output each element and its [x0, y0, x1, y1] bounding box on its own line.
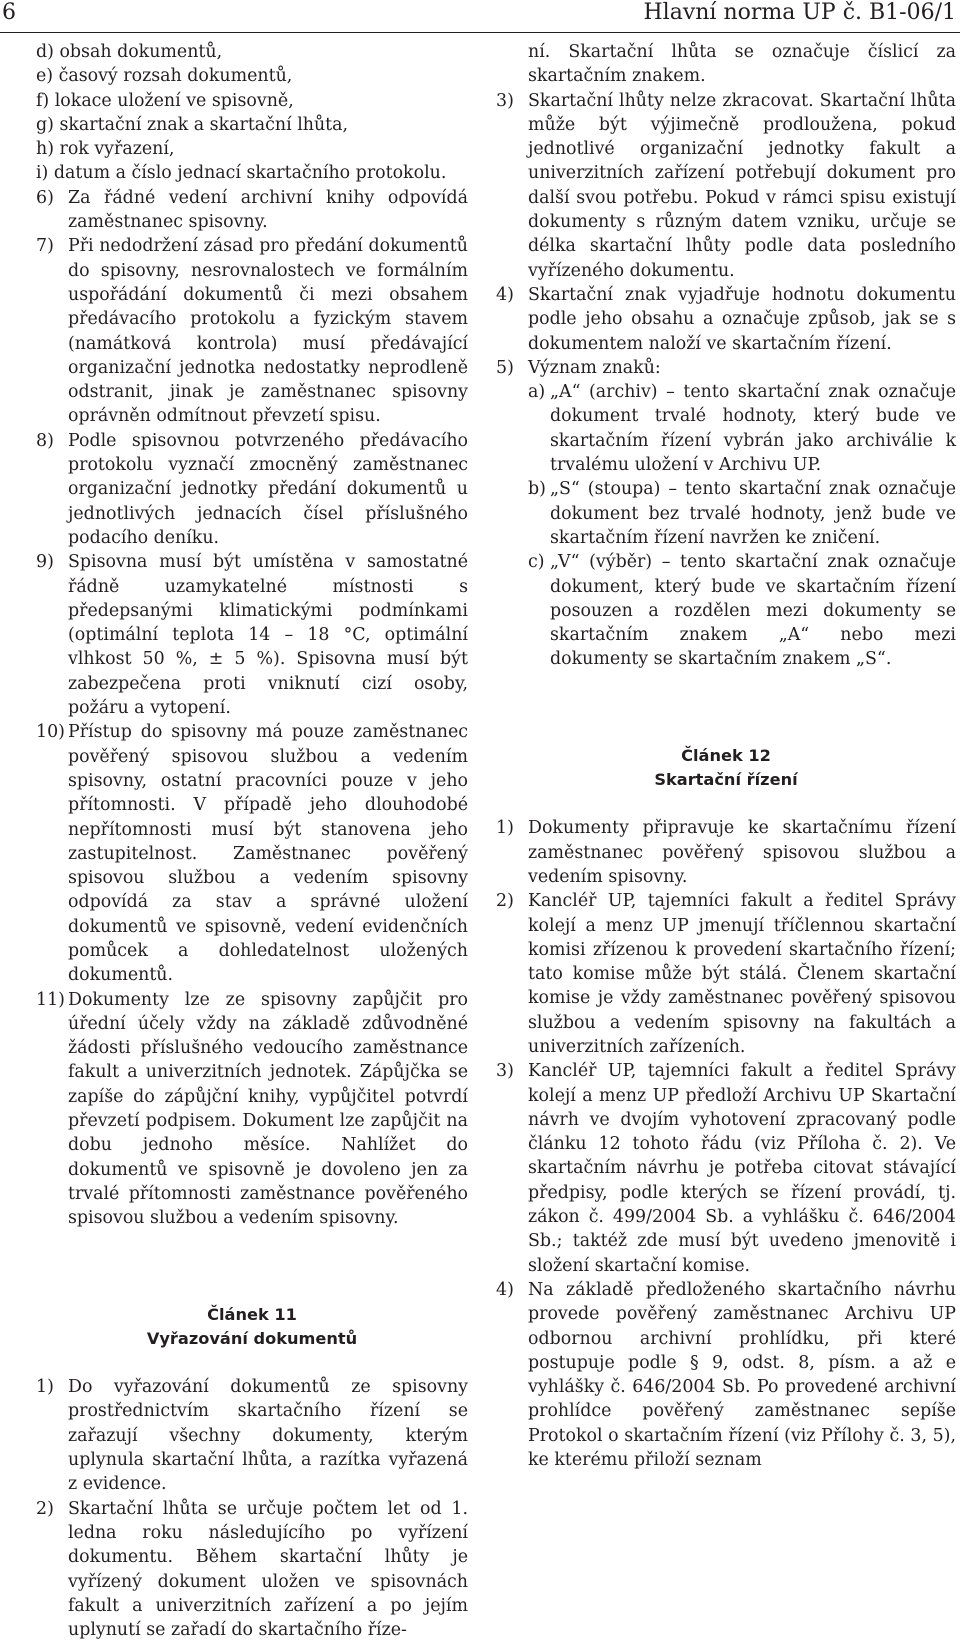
numbered-item [496, 816, 956, 889]
item-text: Spisovna musí být umístěna v samostatné řádně uzamykatelné místnosti s předepsanými klimatickými podmínkami (optimální teplota 14 – 18 °C, optimální vlhkost 50 %, ± 5 %). Spisovna musí být zabezpečena proti vniknutí cizí osoby, požáru a vytopení. [68, 552, 468, 719]
item-number: 6) [36, 187, 54, 208]
item-number: 3) [496, 1061, 514, 1082]
item-number: 1) [36, 1377, 54, 1398]
item-text: Kancléř UP, tajemníci fakult a ředitel Správy kolejí a menz UP předloží Archivu UP Skartační návrh ve dvojím vyhotovení zpracovaný podle článku 12 tohoto řádu (viz Příloha č. 2). Ve skartačním návrhu je potřeba citovat stávající předpisy, podle kterých se řízení provádí, tj. zákon č. 499/2004 Sb. a vyhlášku č. 646/2004 Sb.; taktéž zde musí být uvedeno jmenovitě i složení skartační komise. [528, 1061, 956, 1276]
list-item: e) časový rozsah dokumentů, [36, 66, 293, 87]
sub-item [496, 477, 956, 550]
sub-item-text: „S“ (stoupa) – tento skartační znak označuje dokument bez trvalé hodnoty, jenž bude ve skartačním řízení navržen ke zničení. [550, 479, 956, 548]
item-text: Do vyřazování dokumentů ze spisovny prostřednictvím skartačního řízení se zařazují všechny dokumenty, kterým uplynula skartační lhůta, a razítka vyřazená z evidence. [68, 1377, 468, 1495]
numbered-item [496, 356, 956, 380]
list-item: h) rok vyřazení, [36, 139, 175, 160]
numbered-item [36, 186, 468, 235]
sub-item-text: „V“ (výběr) – tento skartační znak označuje dokument, který bude ve skartačním řízení posouzen a rozdělen mezi dokumenty se skartačním znakem „A“ nebo mezi dokumenty se skartačním znakem „S“. [550, 552, 956, 670]
page-header [0, 0, 960, 33]
left-column [36, 40, 468, 1642]
item-text: Podle spisovnou potvrzeného předávacího protokolu vyznačí zmocněný zaměstnanec organizační jednotky předání dokumentů u jednotlivých jednacích čísel příslušného podacího deníku. [68, 430, 468, 548]
list-item: i) datum a číslo jednací skartačního protokolu. [36, 163, 447, 184]
article-12-title: Skartační řízení [654, 770, 798, 790]
page-number: 6 [2, 0, 16, 25]
item-number: 3) [496, 90, 514, 111]
item-text: Dokumenty připravuje ke skartačnímu řízení zaměstnanec pověřený spisovou službou a vedením spisovny. [528, 818, 956, 887]
list-item: g) skartační znak a skartační lhůta, [36, 114, 349, 135]
item-number: 7) [36, 236, 54, 257]
right-column [496, 40, 956, 1472]
item-text: Skartační lhůta se určuje počtem let od 1. ledna roku následujícího po vyřízení dokumentu. Během skartační lhůty je vyřízený dokument uložen ve spisovnách fakult a univerzitních zařízení a po jejím uplynutí se zařadí do skartačního říze- [68, 1498, 468, 1641]
item-text: Přístup do spisovny má pouze zaměstnanec pověřený spisovou službou a vedením spisovny, ostatní pracovníci pouze v jeho přítomnosti. V případě jeho dlouhodobé nepřítomnosti musí být stanovena jeho zastupitelnost. Zaměstnanec pověřený spisovou službou a vedením spisovny odpovídá za stav a správné uložení dokumentů ve spisovně, vedení evidenčních pomůcek a dohledatelnost uložených dokumentů. [68, 722, 468, 986]
running-title: Hlavní norma UP č. B1-06/1 [643, 0, 956, 25]
numbered-item [496, 1059, 956, 1278]
numbered-item [496, 1278, 956, 1472]
numbered-item [496, 89, 956, 283]
article-12-heading: Článek 12 [681, 745, 771, 765]
item-text: Za řádné vedení archivní knihy odpovídá zaměstnanec spisovny. [68, 187, 468, 233]
item-text: Kancléř UP, tajemníci fakult a ředitel Správy kolejí a menz UP jmenují tříčlennou skartační komisi zřízenou k provedení skartačního řízení; tato komise může být stálá. Členem skartační komise je vždy zaměstnanec pověřený spisovou službou a vedením spisovny na fakultách a univerzitních zařízeních. [528, 891, 956, 1057]
sub-item [496, 380, 956, 477]
numbered-item [496, 283, 956, 356]
numbered-item [36, 720, 468, 987]
item-text: Skartační lhůty nelze zkracovat. Skartační lhůta může být výjimečně prodloužena, pokud jednotlivé organizační jednotky fakult a univerzitních zařízení potřebují dokument pro další svou potřebu. Pokud v rámci spisu existují dokumenty s různým datem vzniku, určuje se délka skartační lhůty podle data posledního vyřízeného dokumentu. [528, 90, 956, 281]
continuation-text: ní. Skartační lhůta se označuje číslicí za skartačním znakem. [528, 42, 956, 87]
item-text: Skartační znak vyjadřuje hodnotu dokumentu podle jeho obsahu a označuje způsob, jak se s dokumentem naloží ve skartačním řízení. [528, 284, 956, 354]
item-number: 4) [496, 1279, 514, 1300]
item-text: Význam znaků: [528, 357, 661, 378]
item-number: 11) [36, 989, 65, 1010]
numbered-item [36, 1375, 468, 1496]
numbered-item [36, 1497, 468, 1642]
numbered-item [496, 889, 956, 1059]
item-text: Dokumenty lze ze spisovny zapůjčit pro úřední účely vždy na základě zdůvodněné žádosti příslušného vedoucího zaměstnance fakult a univerzitních jednotek. Zápůjčka se zapíše do zápůjční knihy, vypůjčitel potvrdí převzetí podpisem. Dokument lze zapůjčit na dobu jednoho měsíce. Nahlížet do dokumentů ve spisovně je dovoleno jen za trvalé přítomnosti zaměstnance pověřeného spisovou službou a vedením spisovny. [68, 989, 468, 1229]
item-number: 5) [496, 357, 514, 378]
item-number: 1) [496, 818, 514, 839]
sub-item [496, 550, 956, 671]
sub-item-letter: a) [528, 382, 546, 403]
sub-item-text: „A“ (archiv) – tento skartační znak označuje dokument trvalé hodnoty, který bude ve skartačním řízení vybrán jako archiválie k trvalému uložení v Archivu UP. [550, 382, 956, 476]
sub-item-letter: c) [528, 552, 545, 573]
numbered-item [36, 988, 468, 1231]
item-text: Při nedodržení zásad pro předání dokumentů do spisovny, nesrovnalostech ve formálním uspořádání dokumentů či mezi obsahem předávacího protokolu a fyzickým stavem (namátková kontrola) musí předávající organizační jednotka nedostatky neprodleně odstranit, jinak je zaměstnanec spisovny oprávněn odmítnout převzetí spisu. [68, 236, 468, 427]
continuation-item [496, 40, 956, 89]
numbered-item [36, 234, 468, 428]
item-number: 8) [36, 430, 54, 451]
list-item: d) obsah dokumentů, [36, 42, 223, 62]
numbered-item [36, 550, 468, 720]
numbered-item [36, 429, 468, 550]
item-number: 10) [36, 722, 65, 743]
item-text: Na základě předloženého skartačního návrhu provede pověřený zaměstnanec Archivu UP odbornou archivní prohlídku, při které postupuje podle § 9, odst. 8, písm. a až e vyhlášky č. 646/2004 Sb. Po provedené archivní prohlídce pověřený zaměstnanec sepíše Protokol o skartačním řízení (viz Přílohy č. 3, 5), ke kterému přiloží seznam [528, 1279, 956, 1471]
item-number: 2) [36, 1498, 54, 1519]
list-item: f) lokace uložení ve spisovně, [36, 90, 294, 111]
article-11-heading: Článek 11 [207, 1304, 297, 1324]
item-number: 4) [496, 284, 514, 305]
item-number: 9) [36, 552, 54, 573]
sub-item-letter: b) [528, 479, 546, 500]
item-number: 2) [496, 891, 514, 912]
article-11-title: Vyřazování dokumentů [146, 1328, 358, 1348]
